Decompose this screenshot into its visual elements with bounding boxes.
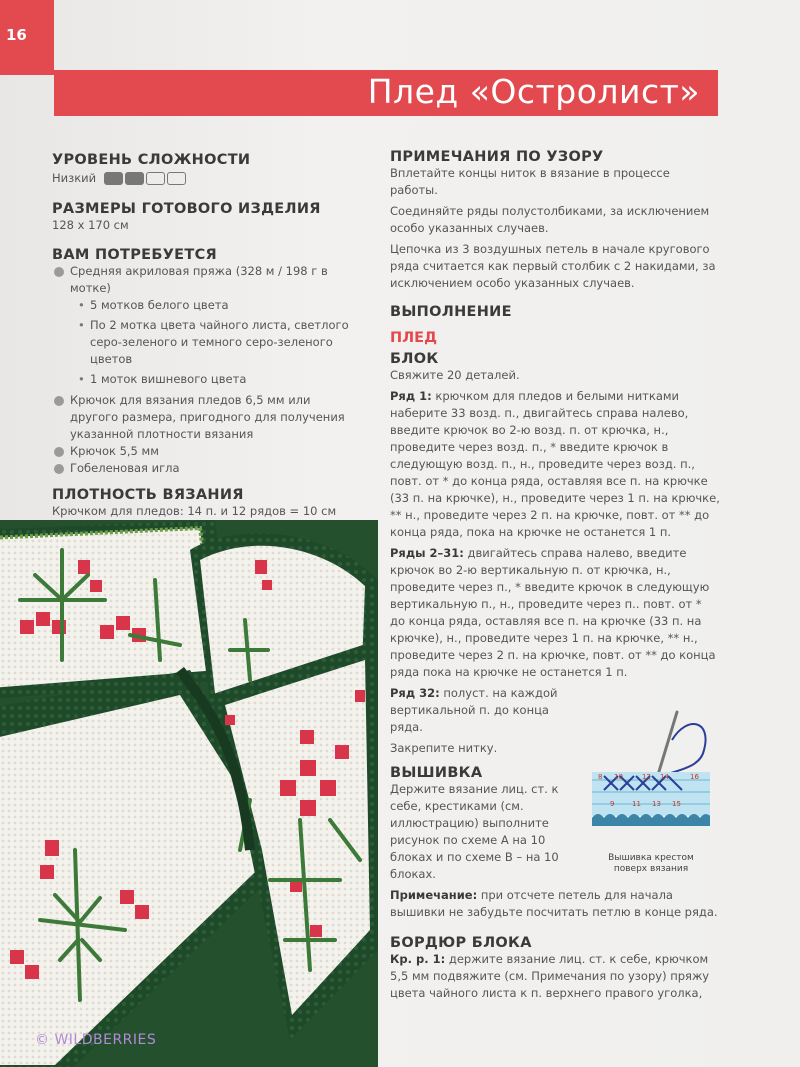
difficulty-box-empty [146,172,165,185]
rows2-label: Ряды 2–31: [390,546,464,560]
row1-text: крючком для пледов и белыми нитками наберите 33 возд. п., двигайтесь справа налево, введите крючок во 2-ю возд. п. от крючка, н., проведите через возд. п., * введите крючок в следующую возд. п., н., проведите через возд. п., повт. от * до конца ряда, оставляя все п. на крючке (33 п. на крючке), н., проведите через 1 п. на крючке, ** н., проведите через 2 п. на крючке, повт. от ** до конца ряда, пока на крючке не останется 1 п. [390,389,720,539]
rows2-text: двигайтесь справа налево, введите крючок во 2-ю вертикальную п. от крючка, н., проведите через п., * введите крючок в следующую вертикальную п., н., проведите через п.. повт. от * до конца ряда, оставляя все п. на крючке (33 п. на крючке), н., проведите через 1 п. на крючке, ** н., проведите через 2 п. на крючке, повт. от ** до конца ряда пока на крючке не останется 1 п. [390,546,716,679]
page-title: Плед «Остролист» [367,72,700,111]
illus-number: 13 [652,800,661,808]
difficulty-box-empty [167,172,186,185]
illus-number: 16 [690,773,699,781]
size-heading: РАЗМЕРЫ ГОТОВОГО ИЗДЕЛИЯ [52,201,321,217]
note-label: Примечание: [390,888,478,902]
needs-item: Крючок 5,5 мм [52,443,362,460]
needs-subitem: • 1 моток вишневого цвета [52,371,362,388]
border-heading: БОРДЮР БЛОКА [390,935,532,951]
embroidery-heading: ВЫШИВКА [390,765,483,781]
needs-heading: ВАМ ПОТРЕБУЕТСЯ [52,247,217,263]
difficulty-row [52,170,362,187]
gauge-value: Крючком для пледов: 14 п. и 12 рядов = 10 см [52,504,337,518]
note-paragraph: Соединяйте ряды полустолбиками, за исключением особо указанных случаев. [390,204,710,235]
needs-item: Гобеленовая игла [52,460,362,477]
gauge-heading: ПЛОТНОСТЬ ВЯЗАНИЯ [52,487,244,503]
illus-number: 10 [614,773,623,781]
difficulty-box-filled [125,172,144,185]
needs-subitem: • По 2 мотка цвета чайного листа, светлого серо-зеленого и темного серо-зеленого цветов [52,317,362,368]
border-instruction [390,951,720,1002]
fasten-text: Закрепите нитку. [390,741,498,755]
needs-item: Средняя акриловая пряжа (328 м / 198 г в мотке) [52,263,362,297]
execution-heading: ВЫПОЛНЕНИЕ [390,304,512,320]
illus-number: 15 [672,800,681,808]
embroidery-note [390,887,720,921]
border-label: Кр. р. 1: [390,952,446,966]
size-value: 128 х 170 см [52,218,129,232]
illus-number: 8 [598,773,603,781]
row1-instruction [390,388,720,541]
row32-label: Ряд 32: [390,686,440,700]
plaid-subheading: ПЛЕД [390,330,437,346]
row32-text: полуст. на каждой вертикальной п. до конца ряда. [390,686,558,734]
title-banner [54,70,718,116]
difficulty-heading: УРОВЕНЬ СЛОЖНОСТИ [52,152,251,168]
notes-heading: ПРИМЕЧАНИЯ ПО УЗОРУ [390,149,604,165]
watermark: © WILDBERRIES [35,1032,157,1048]
note-paragraph: Вплетайте концы ниток в вязание в процессе работы. [390,166,670,197]
block-intro: Свяжите 20 деталей. [390,368,520,382]
border-text: держите вязание лиц. ст. к себе, крючком 5,5 мм подвяжите (см. Примечания по узору) пряжу цвета чайного листа к п. верхнего правого уголка, [390,952,710,1000]
needs-list [52,263,362,477]
needs-item: Крючок для вязания пледов 6,5 мм или другого размера, пригодного для получения указанной плотности вязания [52,392,362,443]
illus-number: 9 [610,800,615,808]
needs-subitem: • 5 мотков белого цвета [52,297,362,314]
illus-number: 12 [642,773,651,781]
difficulty-meter [104,172,186,185]
difficulty-box-filled [104,172,123,185]
note-paragraph: Цепочка из 3 воздушных петель в начале кругового ряда считается как первый столбик с 2 накидами, за исключением особо указанных случаев. [390,242,716,290]
note-text: при отсчете петель для начала вышивки не забудьте посчитать петлю в конце ряда. [390,888,718,919]
difficulty-value: Низкий [52,171,97,185]
page-number: 16 [6,26,27,44]
embroidery-text: Держите вязание лиц. ст. к себе, крестиками (см. иллюстрацию) выполните рисунок по схеме А на 10 блоках и по схеме В – на 10 блоках. [390,782,559,881]
illus-number: 11 [632,800,641,808]
row1-label: Ряд 1: [390,389,432,403]
illus-number: 14 [660,773,669,781]
blanket-photo [0,520,378,1067]
illustration-caption: Вышивка крестом поверх вязания [608,853,694,874]
row32-instruction [390,685,580,736]
block-heading: БЛОК [390,351,439,367]
cross-stitch-illustration [592,710,710,840]
rows2-31-instruction [390,545,720,681]
page-corner-tab [0,0,54,75]
left-column [52,152,362,520]
